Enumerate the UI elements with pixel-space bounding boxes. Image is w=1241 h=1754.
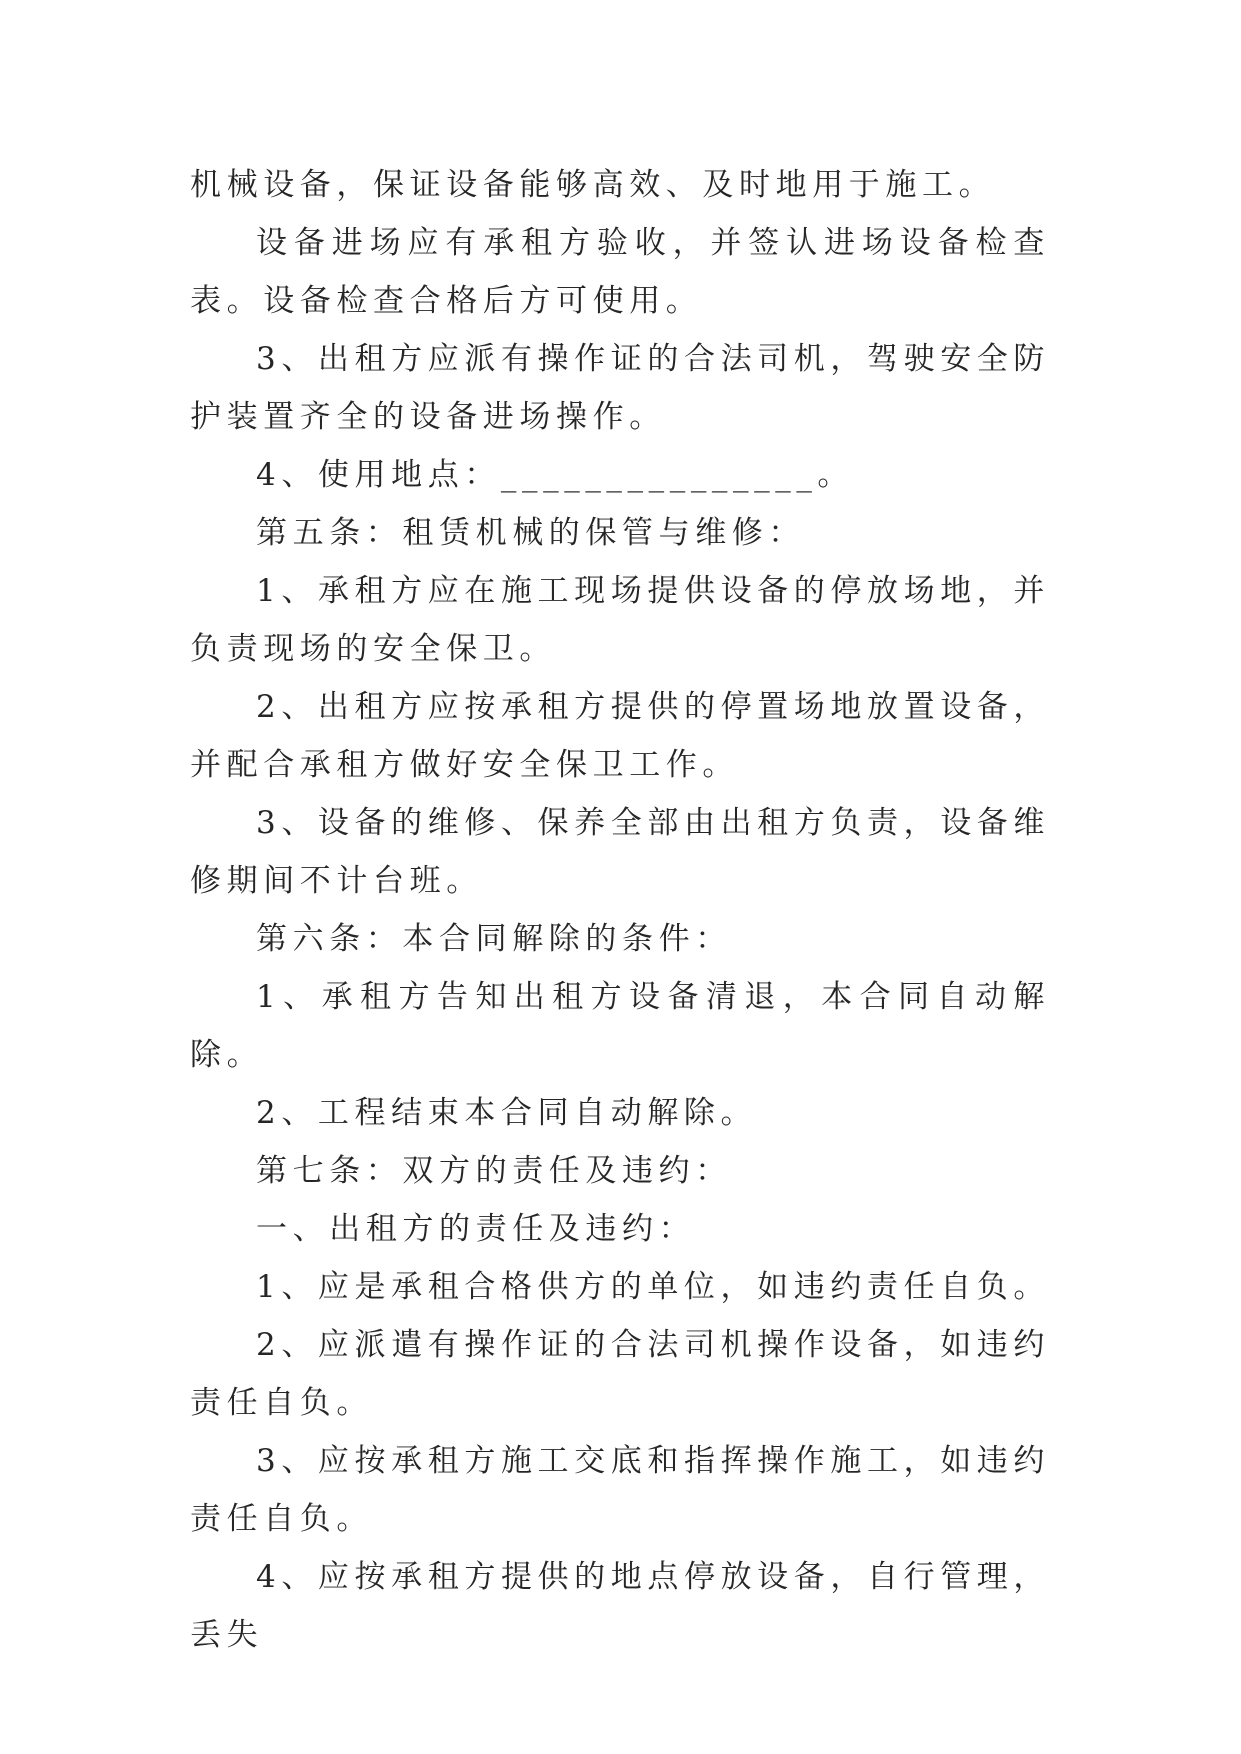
paragraph-item-4-location: 4、使用地点：_______________。 (256, 457, 855, 493)
document-body (190, 156, 1050, 1664)
article-6-heading: 第六条：本合同解除的条件： (256, 921, 732, 957)
paragraph-continuation: 机械设备，保证设备能够高效、及时地用于施工。 (190, 167, 996, 203)
paragraph-article-5-item-1: 1、承租方应在施工现场提供设备的停放场地，并负责现场的安全保卫。 (190, 573, 1050, 667)
paragraph-item-3-driver: 3、出租方应派有操作证的合法司机，驾驶安全防护装置齐全的设备进场操作。 (190, 341, 1050, 435)
section-lessor-duties-heading: 一、出租方的责任及违约： (256, 1211, 696, 1247)
paragraph-equipment-acceptance: 设备进场应有承租方验收，并签认进场设备检查表。设备检查合格后方可使用。 (190, 225, 1050, 319)
article-7-heading: 第七条：双方的责任及违约： (256, 1153, 732, 1189)
paragraph-article-6-item-2: 2、工程结束本合同自动解除。 (256, 1095, 758, 1131)
article-5-heading: 第五条：租赁机械的保管与维修： (256, 515, 805, 551)
paragraph-article-5-item-2: 2、出租方应按承租方提供的停置场地放置设备，并配合承租方做好安全保卫工作。 (190, 689, 1050, 783)
paragraph-lessor-item-3: 3、应按承租方施工交底和指挥操作施工，如违约责任自负。 (190, 1443, 1050, 1537)
paragraph-lessor-item-1: 1、应是承租合格供方的单位，如违约责任自负。 (256, 1269, 1050, 1305)
paragraph-article-6-item-1: 1、承租方告知出租方设备清退，本合同自动解除。 (190, 979, 1050, 1073)
paragraph-article-5-item-3: 3、设备的维修、保养全部由出租方负责，设备维修期间不计台班。 (190, 805, 1050, 899)
paragraph-lessor-item-2: 2、应派遣有操作证的合法司机操作设备，如违约责任自负。 (190, 1327, 1050, 1421)
paragraph-lessor-item-4: 4、应按承租方提供的地点停放设备，自行管理，丢失 (190, 1559, 1050, 1653)
